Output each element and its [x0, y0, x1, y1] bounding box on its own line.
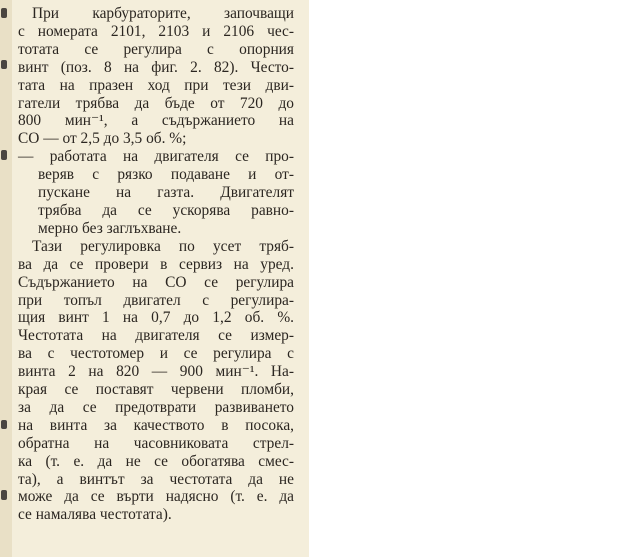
text-line: винта 2 на 820 — 900 мин⁻¹. На-: [18, 363, 294, 381]
text-line: тата на празен ход при тези дви-: [18, 76, 294, 94]
text-line: Честотата на двигателя се измер-: [18, 327, 294, 345]
text-line: гатели трябва да бъде от 720 до: [18, 94, 294, 112]
text-line: та), а винтът за честотата да не: [18, 470, 294, 488]
text-line: ва да се провери в сервиз на уред.: [18, 255, 294, 273]
text-line: веряв с рязко подаване и от-: [38, 166, 294, 184]
text-line: ка (т. е. да не се обогатява смес-: [18, 452, 294, 470]
text-line: При карбураторите, започващи: [32, 5, 294, 22]
text-line: мерно без заглъхване.: [38, 219, 182, 237]
text-line: тотата се регулира с опорния: [18, 40, 294, 58]
text-line: при топъл двигател с регулира-: [18, 291, 294, 309]
text-line: за да се предотврати развиването: [18, 398, 294, 416]
binding-mark: [1, 150, 7, 160]
text-line: края се поставят червени пломби,: [18, 381, 294, 399]
text-line: трябва да се ускорява равно-: [38, 201, 294, 219]
text-line: 800 мин⁻¹, а съдържанието на: [18, 112, 294, 130]
binding-mark: [1, 60, 7, 69]
body-text: [18, 5, 294, 524]
binding-mark: [1, 490, 7, 500]
text-line: пускане на газта. Двигателят: [38, 184, 294, 202]
text-line: щия винт 1 на 0,7 до 1,2 об. %.: [18, 309, 294, 327]
page-binding-edge: [0, 0, 12, 557]
binding-mark: [1, 420, 7, 429]
binding-mark: [1, 8, 7, 18]
text-line: с номерата 2101, 2103 и 2106 чес-: [18, 22, 294, 40]
text-line: обратна на часовниковата стрел-: [18, 434, 294, 452]
text-line: винт (поз. 8 на фиг. 2. 82). Често-: [18, 58, 294, 76]
text-line: ва с честотомер и се регулира с: [18, 345, 294, 363]
text-line: СО — от 2,5 до 3,5 об. %;: [18, 130, 187, 148]
text-line: се намалява честотата).: [18, 506, 172, 524]
text-line: — работата на двигателя се про-: [18, 148, 294, 166]
text-line: Тази регулировка по усет тряб-: [32, 237, 294, 255]
scanned-page: [0, 0, 309, 557]
text-line: на винта за качеството в посока,: [18, 416, 294, 434]
text-line: може да се върти надясно (т. е. да: [18, 488, 294, 506]
text-line: Съдържанието на СО се регулира: [18, 273, 294, 291]
